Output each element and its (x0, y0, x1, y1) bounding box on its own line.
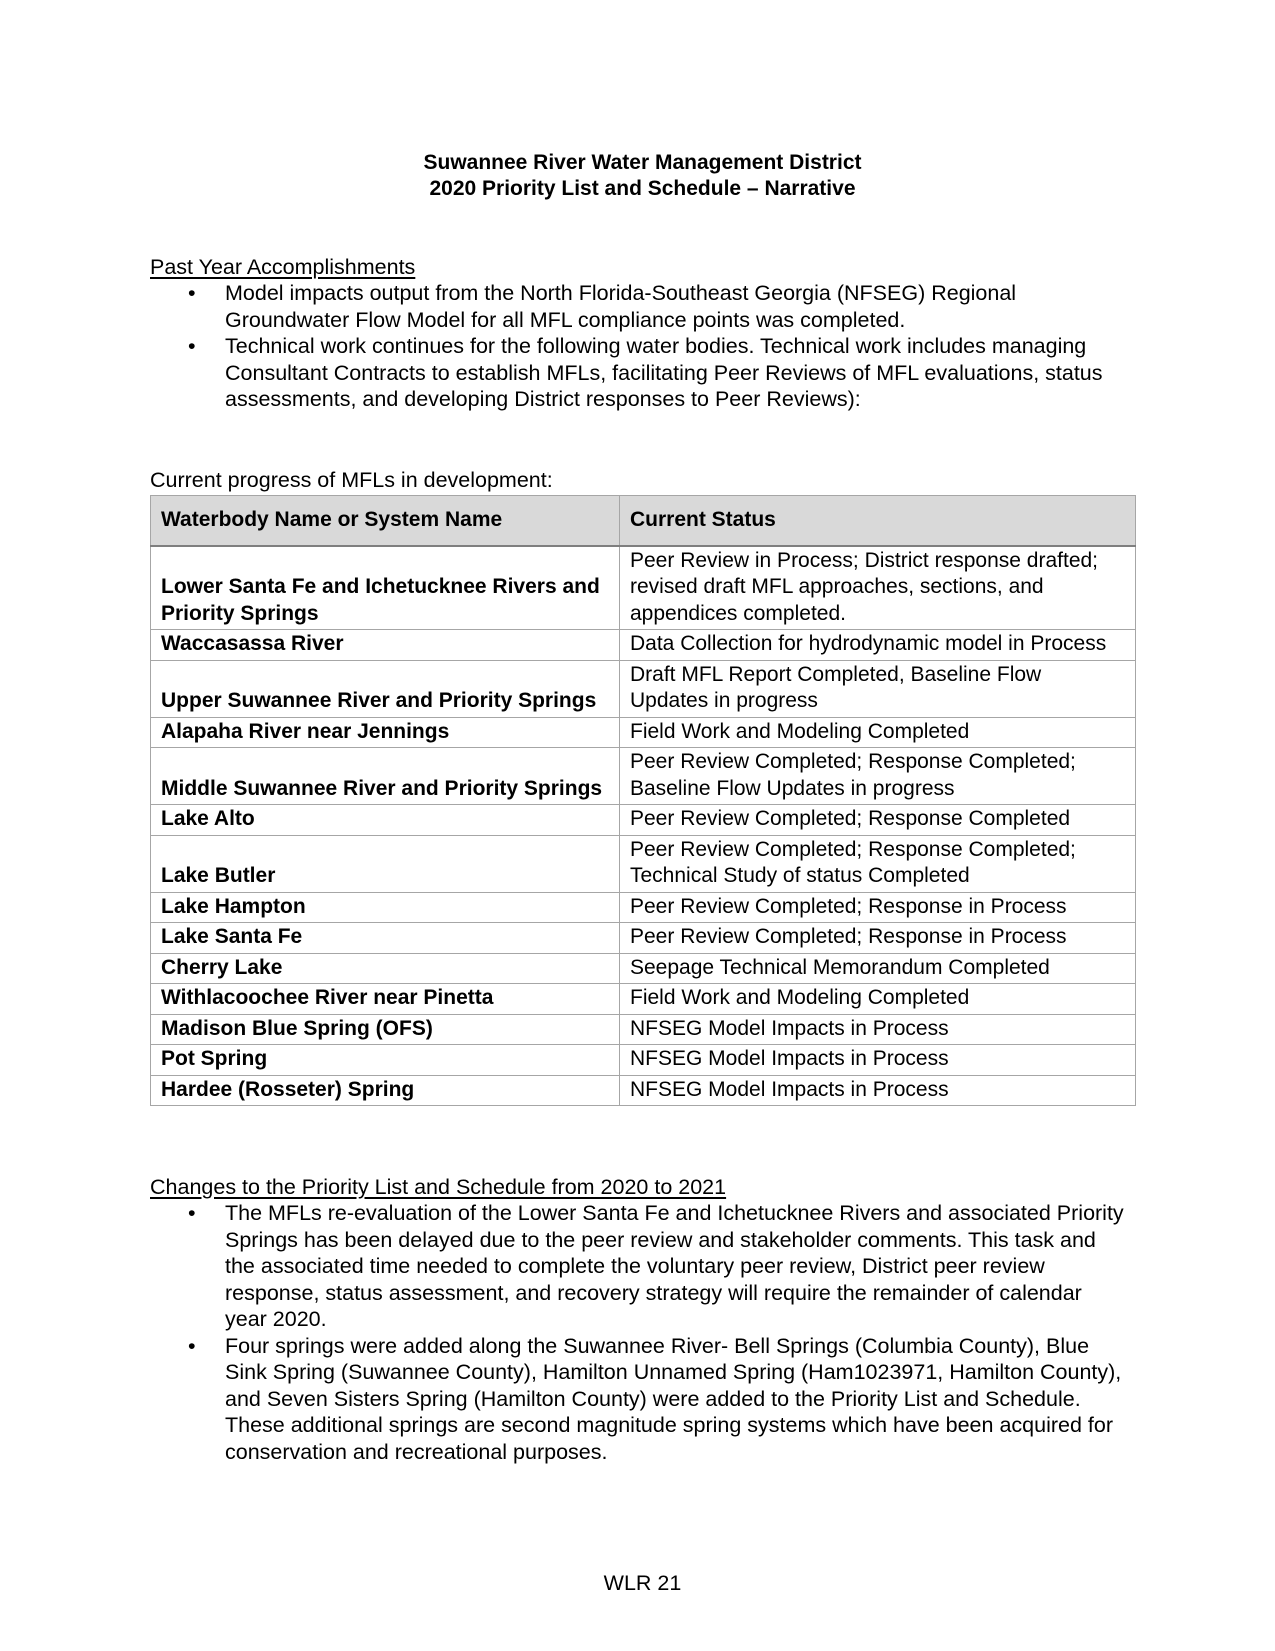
column-header-status: Current Status (620, 496, 1136, 546)
waterbody-name: Madison Blue Spring (OFS) (151, 1014, 620, 1045)
past-year-bullet: • Model impacts output from the North Florida-Southeast Georgia (NFSEG) Regional Groundwater Flow Model for all MFL compliance points was completed. (150, 280, 1135, 333)
current-status: Draft MFL Report Completed, Baseline Flow Updates in progress (620, 660, 1136, 717)
table-row (151, 717, 1136, 748)
table-row (151, 546, 1136, 630)
current-status: Peer Review Completed; Response in Process (620, 923, 1136, 954)
waterbody-name: Lake Alto (151, 805, 620, 836)
current-status: Seepage Technical Memorandum Completed (620, 953, 1136, 984)
waterbody-name: Lake Santa Fe (151, 923, 620, 954)
changes-bullet: • Four springs were added along the Suwannee River- Bell Springs (Columbia County), Blue Sink Spring (Suwannee County), Hamilton Unnamed Spring (Ham1023971, Hamilton County), and Seven Sisters Spring (Hamilton County) were added to the Priority List and Schedule. These additional springs are second magnitude spring systems which have been acquired for conservation and recreational purposes. (150, 1333, 1135, 1466)
table-row (151, 953, 1136, 984)
current-status: NFSEG Model Impacts in Process (620, 1075, 1136, 1106)
changes-heading: Changes to the Priority List and Schedule from 2020 to 2021 (150, 1175, 727, 1199)
table-row (151, 835, 1136, 892)
current-status: Peer Review Completed; Response Completed; Technical Study of status Completed (620, 835, 1136, 892)
waterbody-name: Lower Santa Fe and Ichetucknee Rivers and Priority Springs (151, 546, 620, 630)
title-line-1: Suwannee River Water Management District (423, 151, 862, 174)
current-status: Peer Review Completed; Response Completed; Baseline Flow Updates in progress (620, 748, 1136, 805)
waterbody-name: Lake Hampton (151, 892, 620, 923)
current-status: Peer Review in Process; District response drafted; revised draft MFL approaches, sections, and appendices completed. (620, 546, 1136, 630)
waterbody-name: Alapaha River near Jennings (151, 717, 620, 748)
table-row (151, 1014, 1136, 1045)
table-row (151, 1045, 1136, 1076)
table-row (151, 923, 1136, 954)
current-status: Data Collection for hydrodynamic model in Process (620, 630, 1136, 661)
past-year-bullet: • Technical work continues for the following water bodies. Technical work includes managing Consultant Contracts to establish MFLs, facilitating Peer Reviews of MFL evaluations, status assessments, and developing District responses to Peer Reviews): (150, 333, 1135, 413)
current-status: Field Work and Modeling Completed (620, 717, 1136, 748)
title-line-2: 2020 Priority List and Schedule – Narrative (429, 177, 856, 200)
current-status: NFSEG Model Impacts in Process (620, 1014, 1136, 1045)
current-status: Field Work and Modeling Completed (620, 984, 1136, 1015)
page-footer: WLR 21 (603, 1571, 682, 1595)
waterbody-name: Withlacoochee River near Pinetta (151, 984, 620, 1015)
current-status: NFSEG Model Impacts in Process (620, 1045, 1136, 1076)
table-row (151, 805, 1136, 836)
table-row (151, 892, 1136, 923)
waterbody-name: Hardee (Rosseter) Spring (151, 1075, 620, 1106)
table-row (151, 748, 1136, 805)
table-row (151, 660, 1136, 717)
document-page (150, 0, 1135, 1651)
waterbody-name: Lake Butler (151, 835, 620, 892)
table-header-row (151, 496, 1136, 546)
waterbody-name: Waccasassa River (151, 630, 620, 661)
table-row (151, 630, 1136, 661)
current-status: Peer Review Completed; Response Completed (620, 805, 1136, 836)
waterbody-name: Cherry Lake (151, 953, 620, 984)
waterbody-name: Upper Suwannee River and Priority Springs (151, 660, 620, 717)
past-year-heading: Past Year Accomplishments (150, 255, 416, 279)
past-year-list (150, 280, 1135, 413)
waterbody-name: Pot Spring (151, 1045, 620, 1076)
waterbody-name: Middle Suwannee River and Priority Springs (151, 748, 620, 805)
table-row (151, 984, 1136, 1015)
changes-bullet: • The MFLs re-evaluation of the Lower Santa Fe and Ichetucknee Rivers and associated Priority Springs has been delayed due to the peer review and stakeholder comments. This task and the associated time needed to complete the voluntary peer review, District peer review response, status assessment, and recovery strategy will require the remainder of calendar year 2020. (150, 1200, 1135, 1333)
table-caption: Current progress of MFLs in development: (150, 468, 553, 492)
document-title (150, 150, 1135, 202)
mfl-progress-table (150, 495, 1136, 1106)
table-row (151, 1075, 1136, 1106)
column-header-waterbody: Waterbody Name or System Name (151, 496, 620, 546)
changes-list (150, 1200, 1135, 1465)
current-status: Peer Review Completed; Response in Process (620, 892, 1136, 923)
